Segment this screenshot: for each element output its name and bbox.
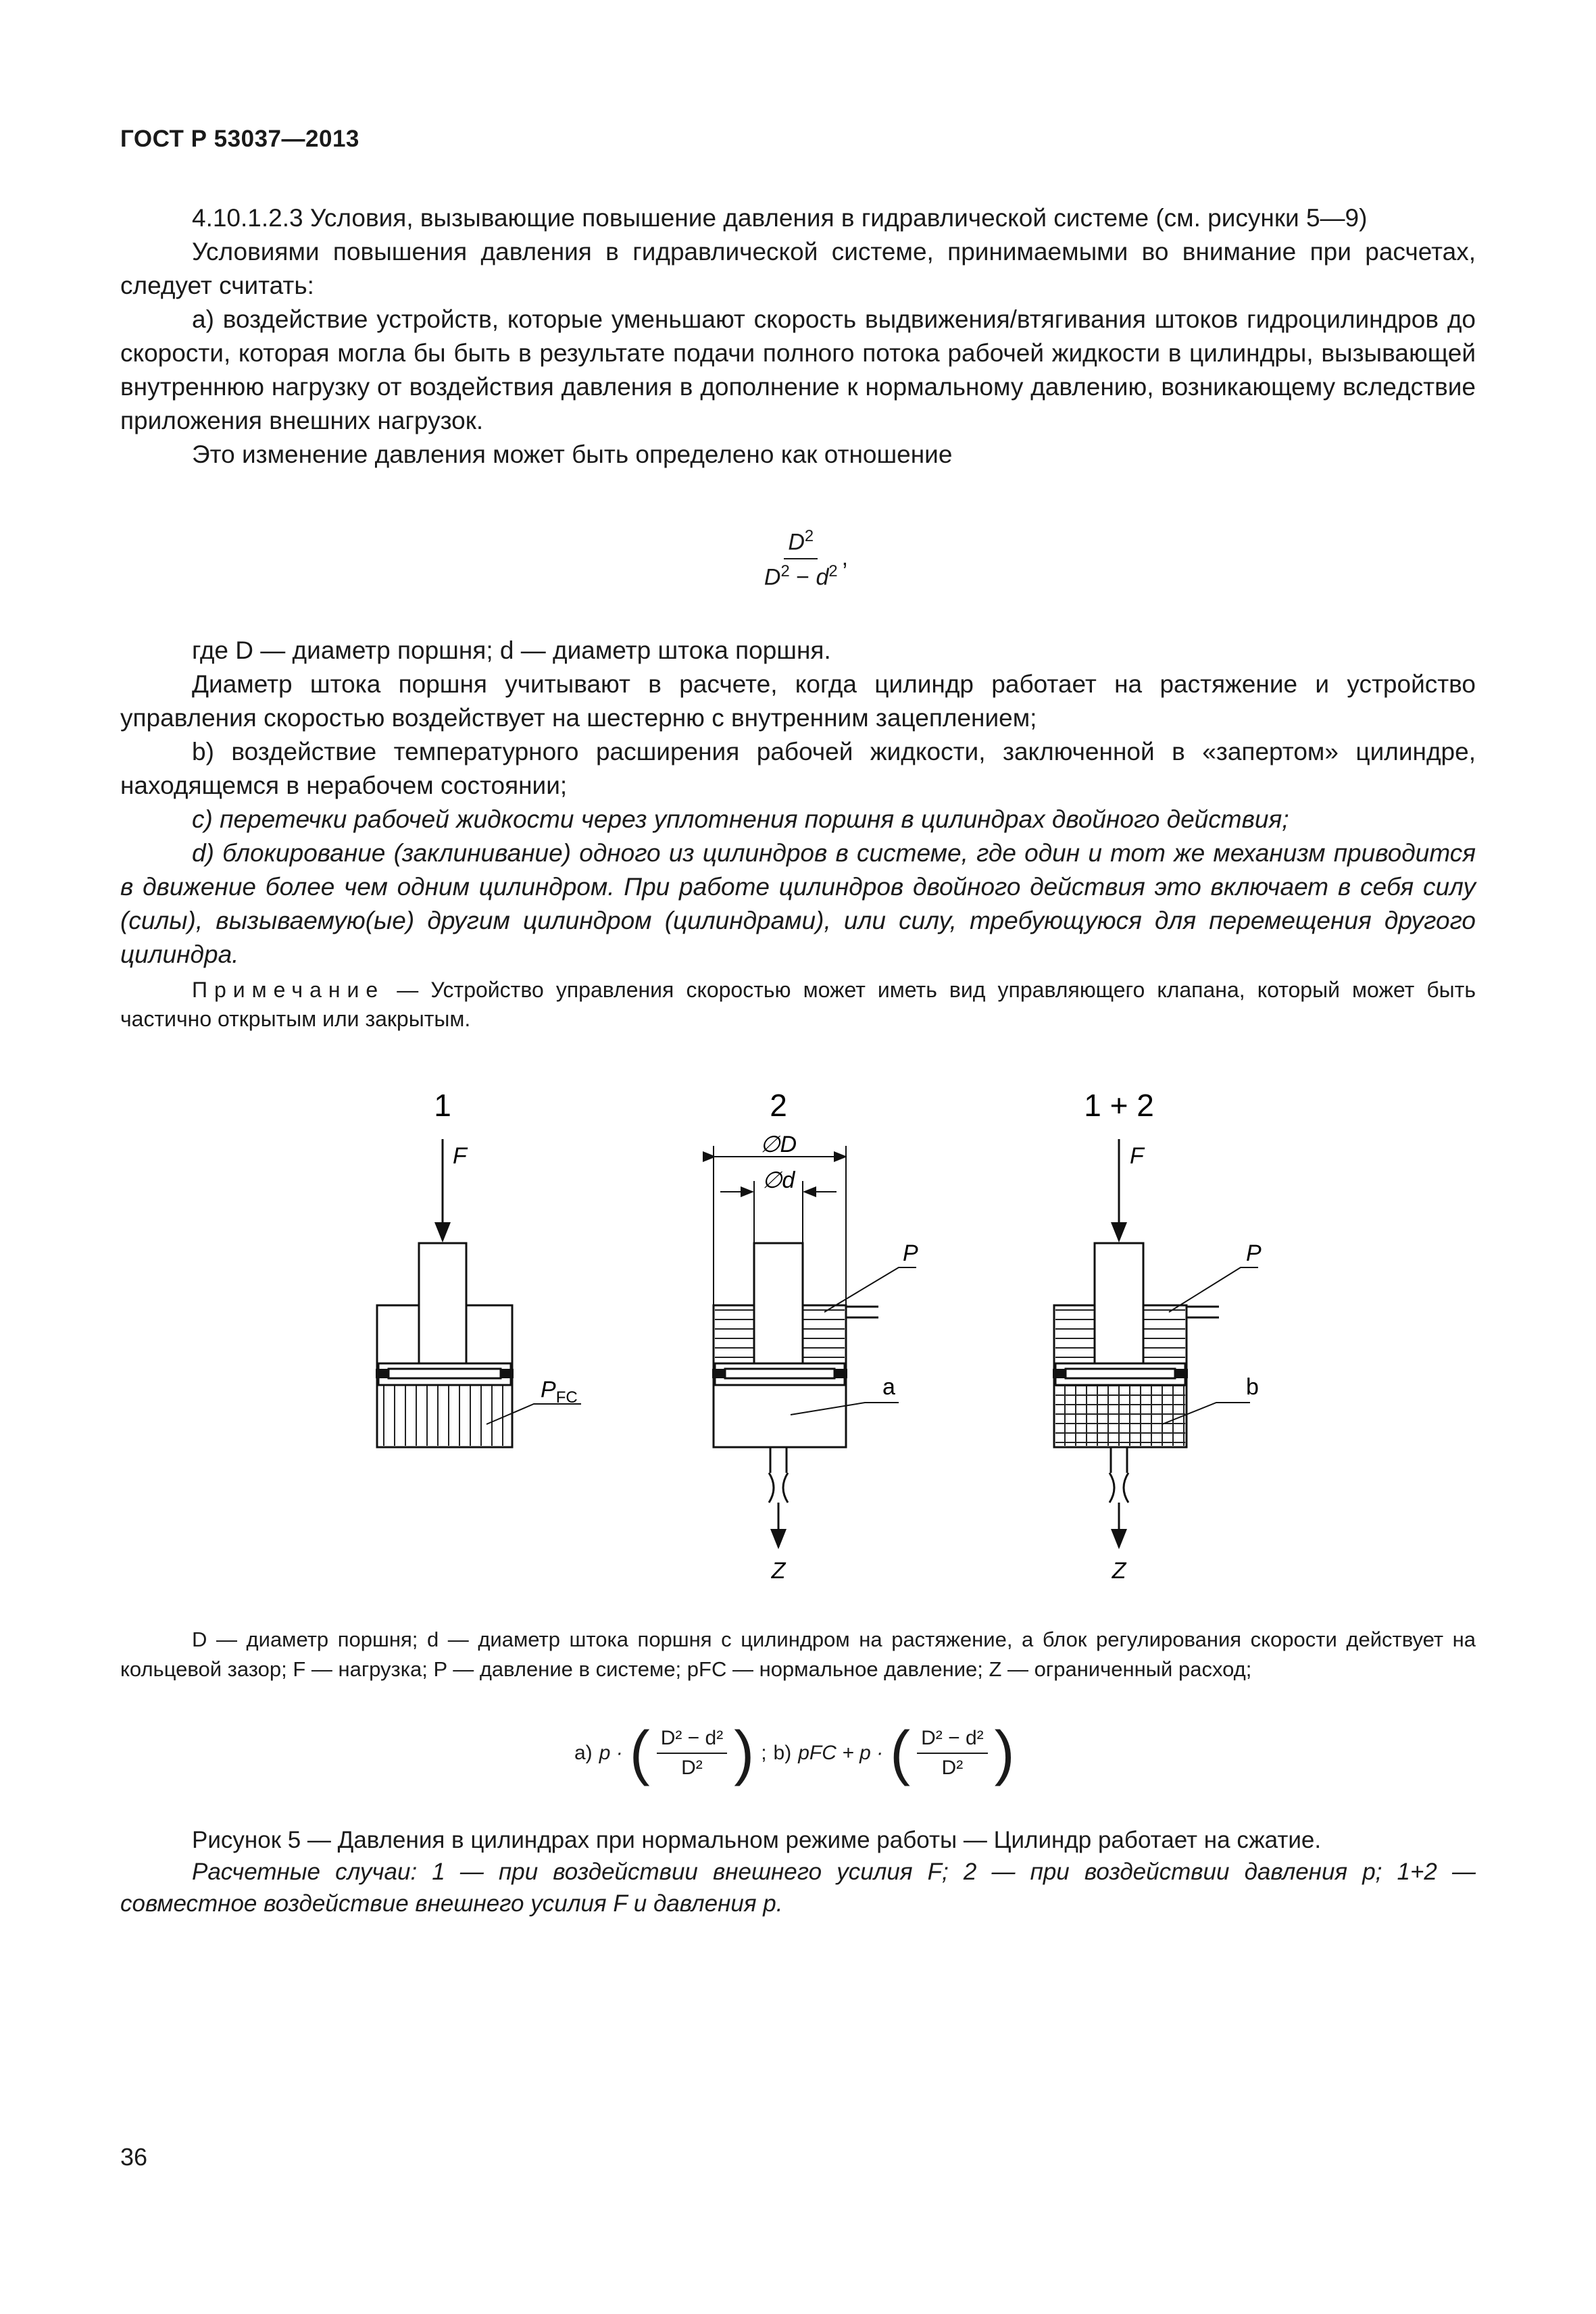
cylinder-case-1 [376, 1088, 581, 1447]
ratio-formula: $\frac{D^2}{D^2 - d^2}$ , [764, 527, 849, 590]
page-number: 36 [120, 2143, 148, 2171]
case-label-1: 1 [434, 1088, 451, 1123]
force-label-1: F [453, 1143, 467, 1169]
paragraph-ratio-intro: Это изменение давления может быть определено как отношение [192, 441, 953, 468]
label-a: a [882, 1374, 895, 1400]
caption-formula: a) p · ( $\frac{\text{D² − d²}}{\text{D²}}$ ) ; b) pFC + p · ( $\frac{\text{D² − d²}}{\text{D²}}$ ) [574, 1719, 1015, 1787]
case-label-2: 2 [770, 1088, 787, 1123]
pressure-label-2: P [903, 1240, 918, 1266]
flow-label-2: Z [771, 1558, 786, 1584]
figure-legend: D — диаметр поршня; d — диаметр штока поршня с цилиндром на растяжение, а блок регулирования скорости действует на кольцевой зазор; F — нагрузка; P — давление в системе; pFC — нормальное давление; Z — ограниченный расход; [120, 1628, 1476, 1681]
label-b: b [1246, 1374, 1259, 1400]
paragraph-c: c) перетечки рабочей жидкости через уплотнения поршня в цилиндрах двойного действия; [192, 805, 1289, 833]
paragraph-where: где D — диаметр поршня; d — диаметр штока поршня. [192, 636, 831, 664]
pfc-label: $P_{FC}$ [541, 1377, 578, 1407]
paragraph-a: a) воздействие устройств, которые уменьшают скорость выдвижения/втягивания штоков гидроцилиндров до скорости, которая могла бы быть в результате подачи полного потока рабочей жидкости в цилиндры, вызывающей внутреннюю нагрузку от воздействия давления в дополнение к нормальному давлению, возникающему вследствие приложения внешних нагрузок. [120, 305, 1476, 434]
dim-d-label: ∅d [762, 1167, 795, 1193]
figure-caption [120, 1824, 1476, 1919]
paragraph-b: b) воздействие температурного расширения рабочей жидкости, заключенной в «запертом» цилиндре, находящемся в нерабочем состоянии; [120, 738, 1476, 799]
body-text-top [120, 201, 1476, 472]
case-label-1-2: 1 + 2 [1084, 1088, 1154, 1123]
body-text-bottom [120, 634, 1476, 1034]
paragraph-rod-diameter: Диаметр штока поршня учитывают в расчете, когда цилиндр работает на растяжение и устройство управления скоростью воздействует на шестерню с внутренним зацеплением; [120, 670, 1476, 732]
paragraph-d: d) блокирование (заклинивание) одного из цилиндров в системе, где один и тот же механизм приводится в движение более чем одним цилиндром. При работе цилиндров двойного действия это включает в себя силу (силы), вызываемую(ые) другим цилиндром (цилиндрами), или силу, требующуюся для перемещения другого цилиндра. [120, 839, 1476, 968]
caption-subtitle: Расчетные случаи: 1 — при воздействии внешнего усилия F; 2 — при воздействии давления p; 1+2 — совместное воздействие внешнего усилия F и давления p. [120, 1859, 1476, 1917]
paragraph-4-10-1-2-3: 4.10.1.2.3 Условия, вызывающие повышение давления в гидравлической системе (см. рисунки 5—9) [192, 204, 1368, 232]
force-label-3: F [1130, 1143, 1144, 1169]
flow-label-3: Z [1112, 1558, 1126, 1584]
cylinder-case-1-2 [1053, 1088, 1262, 1584]
caption-title: Рисунок 5 — Давления в цилиндрах при нормальном режиме работы — Цилиндр работает на сжатие. [192, 1827, 1322, 1853]
figure-5-cylinders [0, 1067, 1596, 1601]
note: Примечание — Устройство управления скоростью может иметь вид управляющего клапана, который может быть частично открытым или закрытым. [120, 978, 1476, 1031]
cylinder-case-2 [712, 1088, 918, 1584]
pressure-label-3: P [1246, 1240, 1262, 1266]
paragraph-conditions: Условиями повышения давления в гидравлической системе, принимаемыми во внимание при расчетах, следует считать: [120, 238, 1476, 299]
document-header: ГОСТ Р 53037—2013 [120, 126, 359, 152]
dim-D-label: ∅D [759, 1132, 797, 1157]
